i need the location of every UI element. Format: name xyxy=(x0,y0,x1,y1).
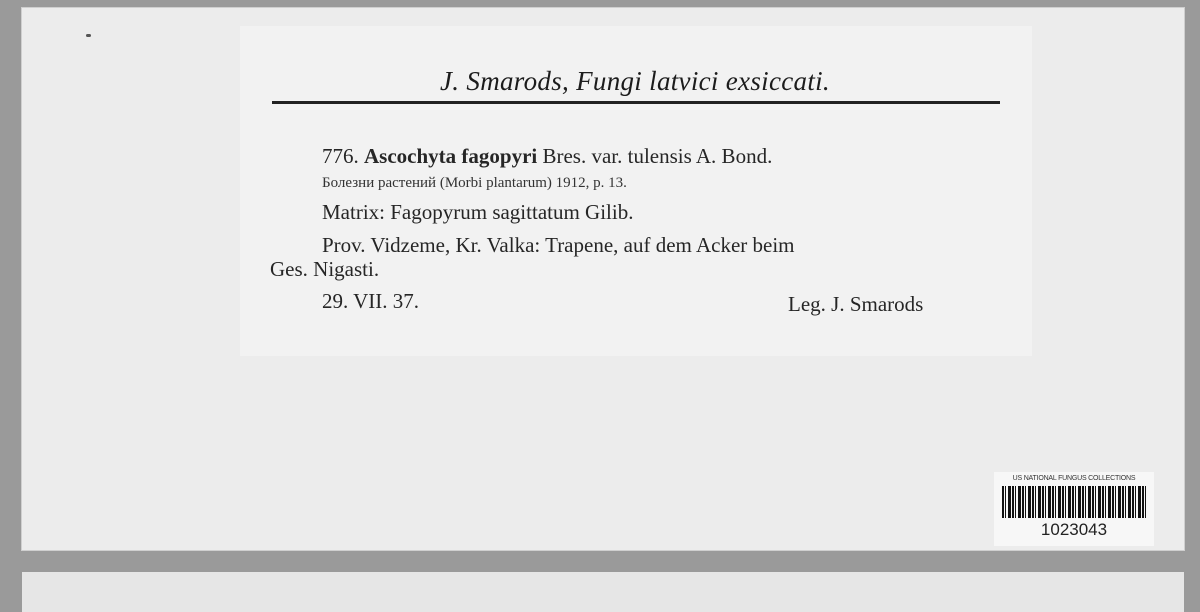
entry-line-1 xyxy=(322,144,772,169)
species-authority: Bres. var. tulensis A. Bond. xyxy=(542,144,773,168)
collector-line: Leg. J. Smarods xyxy=(788,292,924,316)
barcode-label xyxy=(994,472,1154,546)
next-sheet-edge xyxy=(22,572,1184,612)
locality-line-1: Prov. Vidzeme, Kr. Valka: Trapene, auf dem Acker beim xyxy=(322,233,795,257)
dust-speck xyxy=(86,34,91,37)
barcode-number: 1023043 xyxy=(1040,520,1108,539)
locality-line-2: Ges. Nigasti. xyxy=(270,257,380,281)
entry-number: 776. xyxy=(322,144,359,168)
matrix-line: Matrix: Fagopyrum sagittatum Gilib. xyxy=(322,200,634,224)
series-title: J. Smarods, Fungi latvici exsiccati. xyxy=(440,66,830,96)
reference-line: Болезни растений (Morbi plantarum) 1912, p. 13. xyxy=(322,175,627,191)
species-name: Ascochyta fagopyri xyxy=(364,144,538,168)
barcode-caption: US NATIONAL FUNGUS COLLECTIONS xyxy=(1012,475,1136,482)
title-rule xyxy=(272,101,1000,104)
barcode-bars xyxy=(1002,486,1146,518)
collection-date: 29. VII. 37. xyxy=(322,289,420,313)
